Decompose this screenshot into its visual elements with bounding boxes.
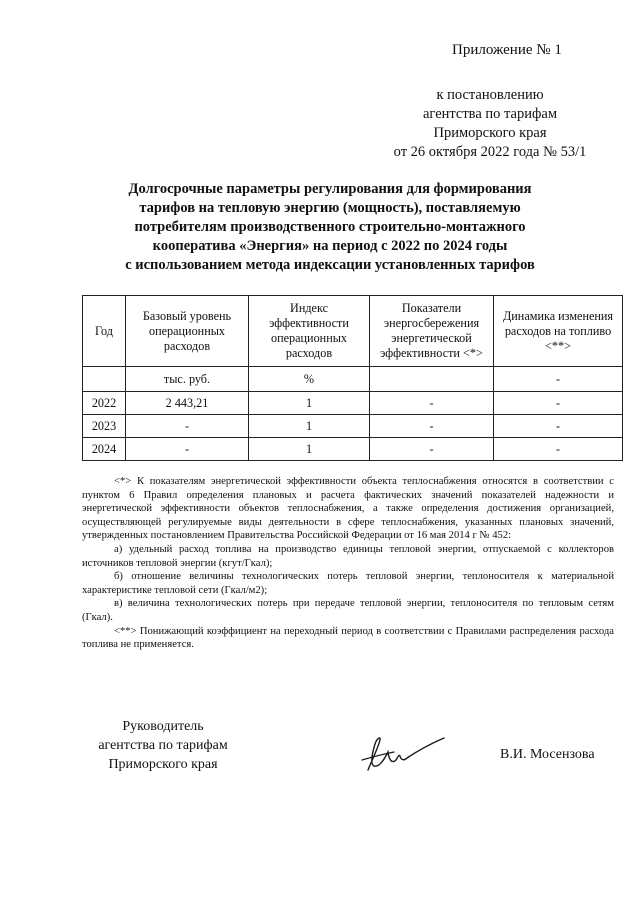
appendix-title: Приложение № 1 — [452, 42, 562, 58]
table-cell: - — [370, 415, 494, 438]
table-row — [83, 415, 623, 438]
table-cell: - — [494, 392, 623, 415]
table-cell: % — [249, 367, 370, 392]
handwritten-signature — [350, 730, 450, 780]
header-base-costs: Базовый уровень операционных расходов — [126, 296, 249, 367]
title-line: потребителям производственного строительно-монтажного — [134, 219, 526, 235]
table-cell — [370, 367, 494, 392]
position-line: Приморского края — [108, 757, 218, 772]
header-efficiency-index: Индекс эффективности операционных расходов — [249, 296, 370, 367]
table-row — [83, 438, 623, 461]
table-cell: 2024 — [83, 438, 126, 461]
table-cell: 2022 — [83, 392, 126, 415]
table-cell: - — [494, 415, 623, 438]
signatory-name: В.И. Мосензова — [500, 747, 595, 762]
footnote-paragraph: <*> К показателям энергетической эффективности объекта теплоснабжения относятся в соответствии с пунктом 6 Правил определения плановых и расчета фактических значений показателей надежности и энергетической эффективности объектов теплоснабжения, а также определения достижения организацией, осуществляющей регулируемые виды деятельности в сфере теплоснабжения, указанных плановых значений, утвержденных постановлением Правительства Российской Федерации от 16 мая 2014 г № 452: — [82, 476, 614, 542]
table-cell: - — [126, 415, 249, 438]
ref-line: агентства по тарифам — [423, 106, 557, 122]
table-cell: 1 — [249, 415, 370, 438]
parameters-table — [82, 295, 623, 461]
title-line: с использованием метода индексации установленных тарифов — [125, 257, 535, 273]
ref-line: от 26 октября 2022 года № 53/1 — [393, 144, 587, 160]
header-energy-saving: Показатели энергосбережения энергетической эффективности <*> — [370, 296, 494, 367]
header-fuel-dynamics: Динамика изменения расходов на топливо <**> — [494, 296, 623, 367]
table-cell: - — [370, 438, 494, 461]
signatory-position — [88, 717, 238, 774]
table-cell: тыс. руб. — [126, 367, 249, 392]
header-year: Год — [83, 296, 126, 367]
table-cell — [83, 367, 126, 392]
position-line: агентства по тарифам — [98, 738, 228, 753]
table-header-row — [83, 296, 623, 367]
table-cell: 2 443,21 — [126, 392, 249, 415]
document-title — [60, 180, 600, 275]
title-line: кооператива «Энергия» на период с 2022 по 2024 годы — [152, 238, 508, 254]
table-cell: - — [370, 392, 494, 415]
table-cell: 1 — [249, 392, 370, 415]
table-cell: 2023 — [83, 415, 126, 438]
resolution-reference — [380, 86, 600, 162]
units-row — [83, 367, 623, 392]
footnotes — [82, 475, 614, 652]
footnote-paragraph: б) отношение величины технологических потерь тепловой энергии, теплоносителя к материальной характеристике тепловой сети (Гкал/м2); — [82, 571, 614, 596]
title-line: тарифов на тепловую энергию (мощность), поставляемую — [139, 200, 521, 216]
table-cell: - — [126, 438, 249, 461]
table-row — [83, 392, 623, 415]
table-cell: 1 — [249, 438, 370, 461]
table-cell: - — [494, 367, 623, 392]
footnote-paragraph: <**> Понижающий коэффициент на переходный период в соответствии с Правилами распределения расхода топлива не применяется. — [82, 625, 614, 651]
footnote-paragraph: а) удельный расход топлива на производство единицы тепловой энергии, отпускаемой с коллекторов источников тепловой энергии (кгут/Гкал); — [82, 543, 614, 569]
position-line: Руководитель — [122, 719, 204, 734]
ref-line: Приморского края — [433, 125, 547, 141]
ref-line: к постановлению — [436, 87, 544, 103]
footnote-paragraph: в) величина технологических потерь при передаче тепловой энергии, теплоносителя по тепловым сетям (Гкал). — [82, 598, 614, 623]
table-cell: - — [494, 438, 623, 461]
title-line: Долгосрочные параметры регулирования для формирования — [128, 181, 532, 197]
